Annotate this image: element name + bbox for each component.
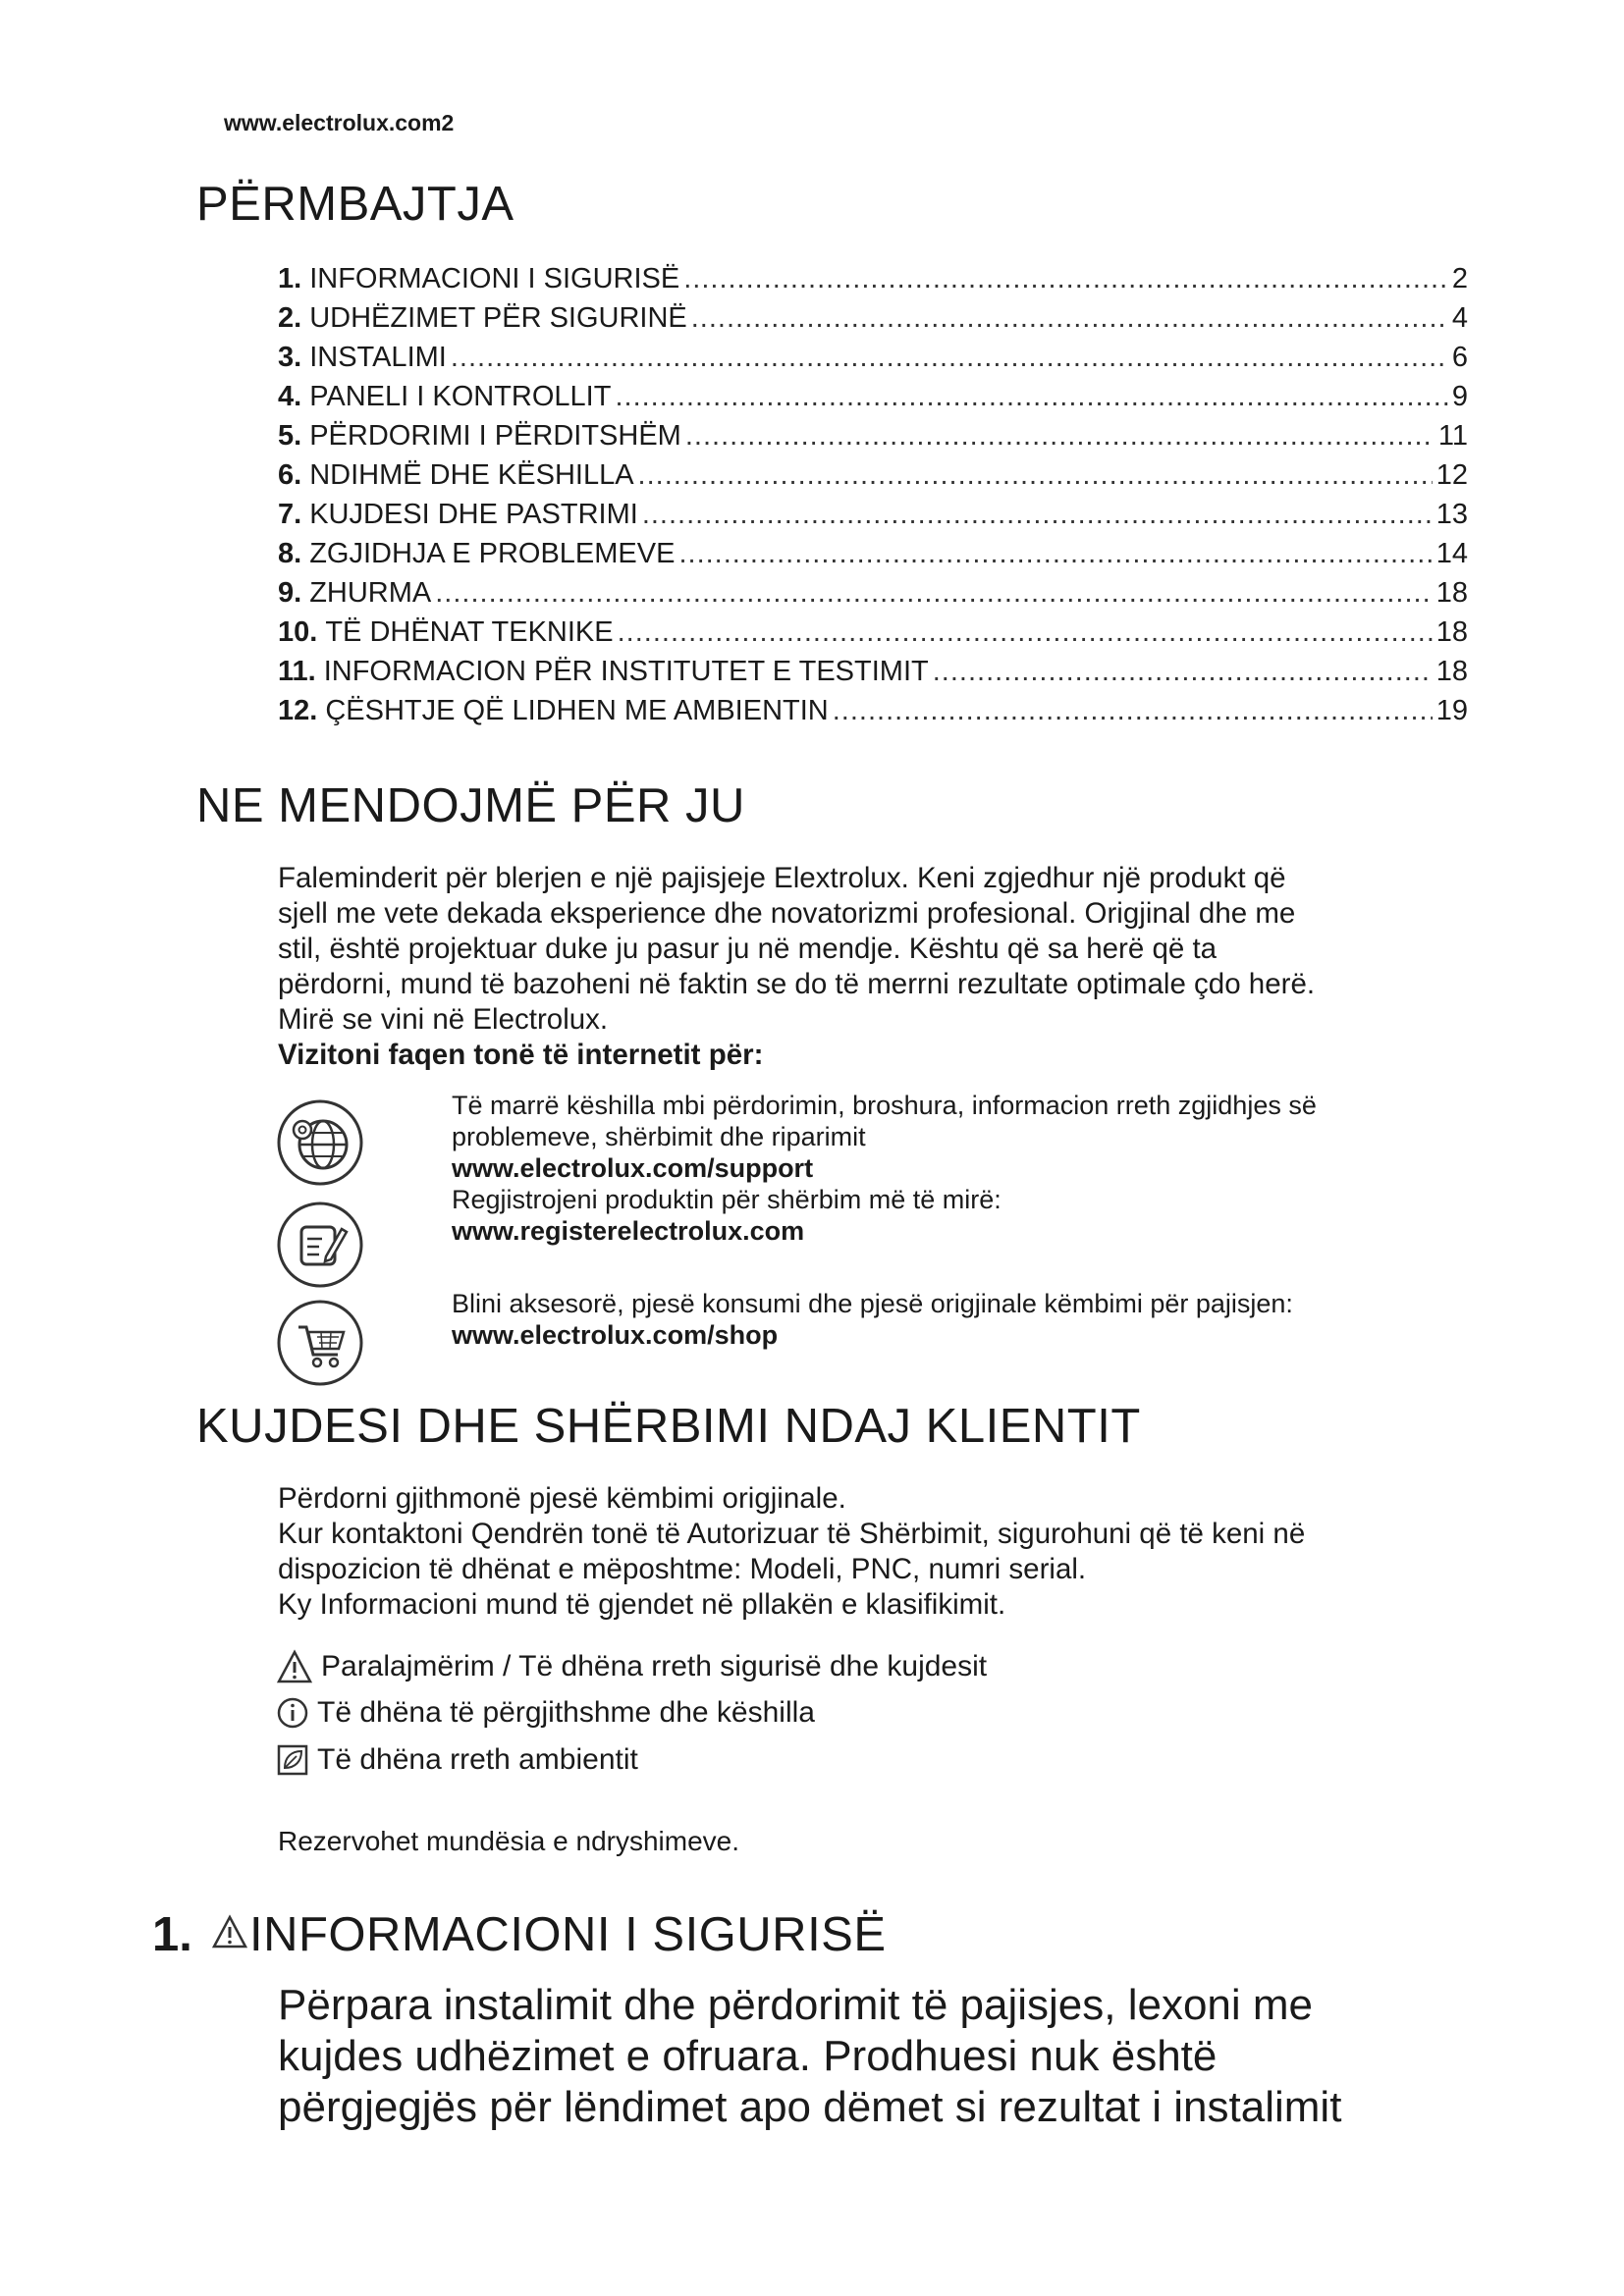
toc-leader-dots xyxy=(642,499,1433,531)
toc-item-number: 7. xyxy=(278,499,302,530)
toc-leader-dots xyxy=(685,420,1435,453)
toc-leader-dots xyxy=(833,695,1433,727)
support-text: Të marrë këshilla mbi përdorimin, broshura, informacion rreth zgjidhjes së xyxy=(452,1091,1317,1120)
toc-item-page: 11 xyxy=(1437,420,1468,452)
info-text: Të dhëna të përgjithshme dhe këshilla xyxy=(317,1696,815,1729)
thinking-line: sjell me vete dekada eksperience dhe novatorizmi profesional. Origjinal dhe me xyxy=(278,897,1296,930)
leaf-icon xyxy=(276,1743,309,1777)
toc-leader-dots xyxy=(691,302,1448,335)
care-line: Kur kontaktoni Qendrën tonë të Autorizuar të Shërbimit, sigurohuni që të keni në xyxy=(278,1518,1306,1550)
toc-item-number: 9. xyxy=(278,577,302,609)
toc-item-number: 12. xyxy=(278,695,318,726)
toc-item[interactable] xyxy=(278,459,1468,499)
toc-item-number: 8. xyxy=(278,538,302,569)
toc-item-page: 13 xyxy=(1435,499,1468,530)
thinking-line: Faleminderit për blerjen e një pajisjeje Elextrolux. Keni zgjedhur një produkt që xyxy=(278,862,1286,894)
register-icon xyxy=(275,1200,365,1290)
support-text-2: problemeve, shërbimit dhe riparimit xyxy=(452,1122,866,1151)
toc-leader-dots xyxy=(933,656,1433,688)
toc-item-page: 14 xyxy=(1435,538,1468,569)
care-title: KUJDESI DHE SHËRBIMI NDAJ KLIENTIT xyxy=(196,1400,1141,1453)
toc-item-page: 2 xyxy=(1451,263,1468,294)
toc-item-title: ZHURMA xyxy=(309,577,432,609)
toc-item[interactable] xyxy=(278,695,1468,734)
toc-item-page: 19 xyxy=(1435,695,1468,726)
toc-item[interactable] xyxy=(278,656,1468,695)
toc-item-title: UDHËZIMET PËR SIGURINË xyxy=(309,302,687,334)
toc-leader-dots xyxy=(678,538,1432,570)
section-number: 1. xyxy=(152,1908,192,1961)
toc-item-title: INFORMACION PËR INSTITUTET E TESTIMIT xyxy=(323,656,929,687)
header-url: www.electrolux.com2 xyxy=(224,110,455,135)
toc-item-title: KUJDESI DHE PASTRIMI xyxy=(309,499,638,530)
toc-item-page: 9 xyxy=(1451,381,1468,412)
toc-item-title: PËRDORIMI I PËRDITSHËM xyxy=(309,420,681,452)
section-intro xyxy=(278,1980,1505,2133)
toc-item-number: 4. xyxy=(278,381,302,412)
toc-item-title: PANELI I KONTROLLIT xyxy=(309,381,612,412)
warning-legend xyxy=(276,1649,987,1684)
environment-text: Të dhëna rreth ambientit xyxy=(317,1743,638,1776)
toc-title: PËRMBAJTJA xyxy=(196,178,514,231)
thinking-paragraph xyxy=(278,861,1315,1073)
visit-heading: Vizitoni faqen tonë të internetit për: xyxy=(278,1039,764,1071)
care-line: Përdorni gjithmonë pjesë këmbimi origjinale. xyxy=(278,1482,846,1515)
toc-item[interactable] xyxy=(278,616,1468,656)
shop-block xyxy=(452,1288,1293,1351)
warning-icon xyxy=(276,1649,313,1684)
shopping-cart-icon xyxy=(275,1298,365,1388)
toc-item-title: NDIHMË DHE KËSHILLA xyxy=(309,459,634,491)
warning-text: Paralajmërim / Të dhëna rreth sigurisë dhe kujdesit xyxy=(321,1650,988,1682)
toc-item-number: 6. xyxy=(278,459,302,491)
toc-item[interactable] xyxy=(278,538,1468,577)
toc-item[interactable] xyxy=(278,263,1468,302)
toc-leader-dots xyxy=(618,616,1433,649)
toc-item-number: 5. xyxy=(278,420,302,452)
register-link[interactable]: www.registerelectrolux.com xyxy=(452,1216,805,1246)
toc-item-title: INFORMACIONI I SIGURISË xyxy=(309,263,680,294)
toc-item-number: 2. xyxy=(278,302,302,334)
toc-item-number: 3. xyxy=(278,342,302,373)
toc-leader-dots xyxy=(683,263,1448,295)
toc-item-page: 12 xyxy=(1435,459,1468,491)
support-block xyxy=(452,1090,1317,1247)
care-line: dispozicion të dhënat e mëposhtme: Modeli, PNC, numri serial. xyxy=(278,1553,1087,1585)
info-icon xyxy=(276,1696,309,1730)
shop-link[interactable]: www.electrolux.com/shop xyxy=(452,1320,779,1350)
toc-leader-dots xyxy=(615,381,1447,413)
toc-item-page: 18 xyxy=(1435,577,1468,609)
toc-item-number: 11. xyxy=(278,656,316,687)
toc-item[interactable] xyxy=(278,302,1468,342)
thinking-line: stil, është projektuar duke ju pasur ju në mendje. Kështu që sa herë që ta xyxy=(278,933,1218,965)
section-line: kujdes udhëzimet e ofruara. Prodhuesi nuk është xyxy=(278,2032,1218,2080)
toc-item-page: 18 xyxy=(1435,656,1468,687)
thinking-line: Mirë se vini në Electrolux. xyxy=(278,1003,609,1036)
care-line: Ky Informacioni mund të gjendet në pllakën e klasifikimit. xyxy=(278,1588,1006,1621)
toc-item-title: TË DHËNAT TEKNIKE xyxy=(325,616,614,648)
toc-item[interactable] xyxy=(278,342,1468,381)
toc-item[interactable] xyxy=(278,577,1468,616)
thinking-title: NE MENDOJMË PËR JU xyxy=(196,779,745,832)
toc-item-number: 10. xyxy=(278,616,318,648)
section-title: INFORMACIONI I SIGURISË xyxy=(249,1908,887,1961)
warning-icon xyxy=(211,1914,248,1949)
toc-item[interactable] xyxy=(278,420,1468,459)
section-line: përgjegjës për lëndimet apo dëmet si rezultat i instalimit xyxy=(278,2083,1342,2131)
info-legend xyxy=(276,1696,815,1730)
toc-item-number: 1. xyxy=(278,263,302,294)
toc-leader-dots xyxy=(435,577,1433,610)
toc-item[interactable] xyxy=(278,381,1468,420)
thinking-line: përdorni, mund të bazoheni në faktin se do të merrni rezultate optimale çdo herë. xyxy=(278,968,1316,1000)
toc-leader-dots xyxy=(638,459,1433,492)
toc-item-title: ZGJIDHJA E PROBLEMEVE xyxy=(309,538,676,569)
globe-icon xyxy=(275,1097,365,1188)
toc-leader-dots xyxy=(451,342,1448,374)
table-of-contents xyxy=(278,263,1468,734)
toc-item[interactable] xyxy=(278,499,1468,538)
section-line: Përpara instalimit dhe përdorimit të pajisjes, lexoni me xyxy=(278,1981,1314,2029)
support-link[interactable]: www.electrolux.com/support xyxy=(452,1153,814,1183)
toc-item-page: 6 xyxy=(1451,342,1468,373)
register-text: Regjistrojeni produktin për shërbim më të mirë: xyxy=(452,1185,1001,1214)
toc-item-page: 18 xyxy=(1435,616,1468,648)
care-paragraph xyxy=(278,1481,1305,1623)
toc-item-page: 4 xyxy=(1451,302,1468,334)
reserved-note: Rezervohet mundësia e ndryshimeve. xyxy=(278,1826,740,1856)
toc-item-title: ÇËSHTJE QË LIDHEN ME AMBIENTIN xyxy=(325,695,829,726)
environment-legend xyxy=(276,1743,638,1777)
toc-item-title: INSTALIMI xyxy=(309,342,447,373)
shop-text: Blini aksesorë, pjesë konsumi dhe pjesë origjinale këmbimi për pajisjen: xyxy=(452,1289,1293,1318)
